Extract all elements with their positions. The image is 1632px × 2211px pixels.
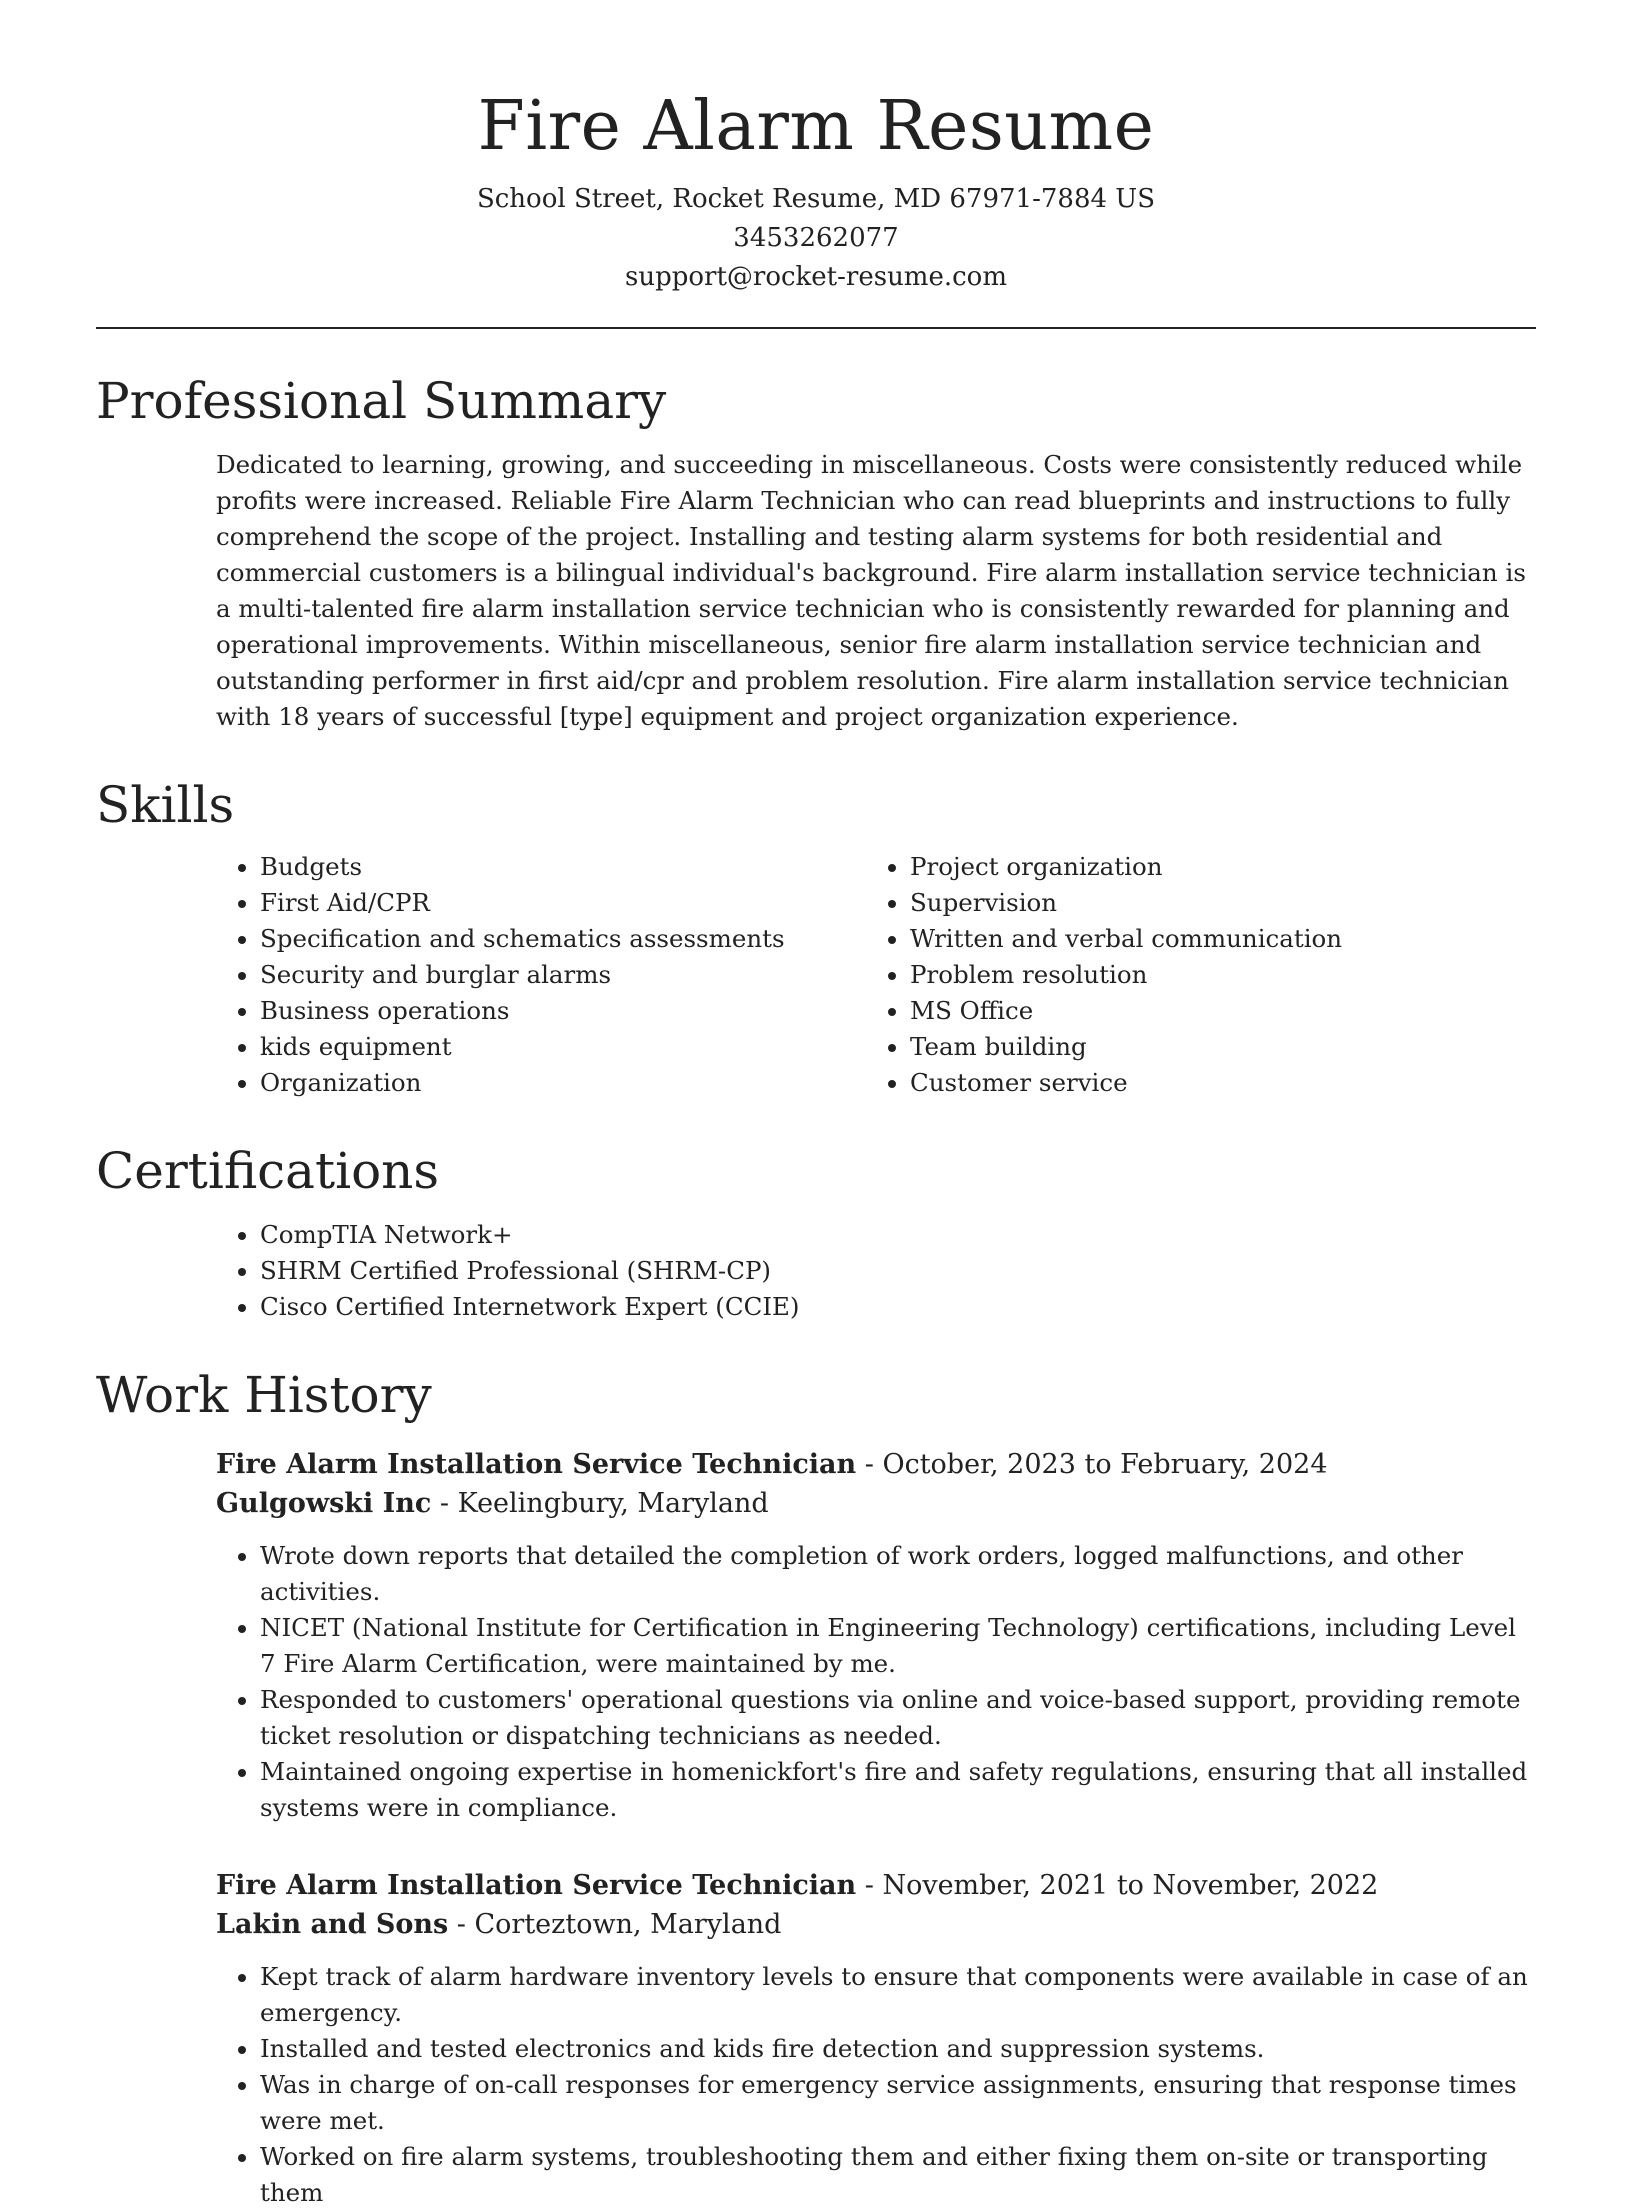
job-title-line	[216, 1445, 1536, 1484]
job-company-line	[216, 1484, 1536, 1523]
job-company: Gulgowski Inc	[216, 1488, 432, 1519]
job-duty-item: • Responded to customers' operational questions via online and voice-based support, providing remote ticket resolution or dispatching technicians as needed.	[260, 1682, 1536, 1754]
skill-item: • Written and verbal communication	[910, 921, 1516, 957]
job-duties	[216, 1959, 1536, 2211]
job-location: - Corteztown, Maryland	[448, 1909, 782, 1940]
job-duties	[216, 1538, 1536, 1826]
certification-item: • SHRM Certified Professional (SHRM-CP)	[260, 1253, 1536, 1289]
skills-column-right	[866, 849, 1516, 1101]
job-role: Fire Alarm Installation Service Technician	[216, 1870, 857, 1901]
contact-block	[96, 180, 1536, 297]
skill-item: • Customer service	[910, 1065, 1516, 1101]
job-company-line	[216, 1905, 1536, 1944]
job-entry	[216, 1866, 1536, 2211]
summary-text: Dedicated to learning, growing, and succeeding in miscellaneous. Costs were consistently reduced while profits were increased. Reliable Fire Alarm Technician who can read blueprints and instructions to fully comprehend the scope of the project. Installing and testing alarm systems for both residential and commercial customers is a bilingual individual's background. Fire alarm installation service technician is a multi-talented fire alarm installation service technician who is consistently rewarded for planning and operational improvements. Within miscellaneous, senior fire alarm installation service technician and outstanding performer in first aid/cpr and problem resolution. Fire alarm installation service technician with 18 years of successful [type] equipment and project organization experience.	[216, 450, 1526, 731]
skill-item: • Budgets	[260, 849, 866, 885]
skill-item: • Supervision	[910, 885, 1516, 921]
job-duty-item: • Worked on fire alarm systems, troubleshooting them and either fixing them on-site or transporting them	[260, 2139, 1536, 2211]
skill-item: • Business operations	[260, 993, 866, 1029]
skill-item: • First Aid/CPR	[260, 885, 866, 921]
job-duty-item: • Wrote down reports that detailed the completion of work orders, logged malfunctions, and other activities.	[260, 1538, 1536, 1610]
skill-item: • Project organization	[910, 849, 1516, 885]
contact-email: support@rocket-resume.com	[624, 262, 1007, 292]
job-duty-item: • Was in charge of on-call responses for emergency service assignments, ensuring that response times were met.	[260, 2067, 1536, 2139]
section-title-summary: Professional Summary	[96, 372, 667, 430]
certifications-list	[216, 1217, 1536, 1325]
header-divider	[96, 327, 1536, 329]
section-title-skills: Skills	[96, 776, 235, 834]
job-duty-item: • Maintained ongoing expertise in homenickfort's fire and safety regulations, ensuring that all installed systems were in compliance.	[260, 1754, 1536, 1826]
job-dates: - October, 2023 to February, 2024	[856, 1449, 1328, 1480]
job-title-line	[216, 1866, 1536, 1905]
skill-item: • kids equipment	[260, 1029, 866, 1065]
contact-address: School Street, Rocket Resume, MD 67971-7884 US	[476, 184, 1156, 214]
skill-item: • Problem resolution	[910, 957, 1516, 993]
job-duty-item: • Installed and tested electronics and kids fire detection and suppression systems.	[260, 2031, 1536, 2067]
job-dates: - November, 2021 to November, 2022	[856, 1870, 1379, 1901]
section-title-certifications: Certifications	[96, 1142, 440, 1200]
job-duty-item: • NICET (National Institute for Certification in Engineering Technology) certifications, including Level 7 Fire Alarm Certification, were maintained by me.	[260, 1610, 1536, 1682]
section-title-work-history: Work History	[96, 1366, 432, 1424]
job-location: - Keelingbury, Maryland	[431, 1488, 769, 1519]
resume-name: Fire Alarm Resume	[477, 87, 1155, 166]
job-company: Lakin and Sons	[216, 1909, 449, 1940]
resume-page	[96, 0, 1536, 2211]
skill-item: • Organization	[260, 1065, 866, 1101]
contact-phone: 3453262077	[733, 223, 899, 253]
skills-list	[216, 849, 1536, 1101]
skill-item: • Security and burglar alarms	[260, 957, 866, 993]
job-role: Fire Alarm Installation Service Technician	[216, 1449, 857, 1480]
job-entry	[216, 1445, 1536, 1826]
skill-item: • MS Office	[910, 993, 1516, 1029]
skill-item: • Specification and schematics assessments	[260, 921, 866, 957]
certification-item: • Cisco Certified Internetwork Expert (CCIE)	[260, 1289, 1536, 1325]
skills-column-left	[216, 849, 866, 1101]
skill-item: • Team building	[910, 1029, 1516, 1065]
certification-item: • CompTIA Network+	[260, 1217, 1536, 1253]
job-duty-item: • Kept track of alarm hardware inventory levels to ensure that components were available in case of an emergency.	[260, 1959, 1536, 2031]
